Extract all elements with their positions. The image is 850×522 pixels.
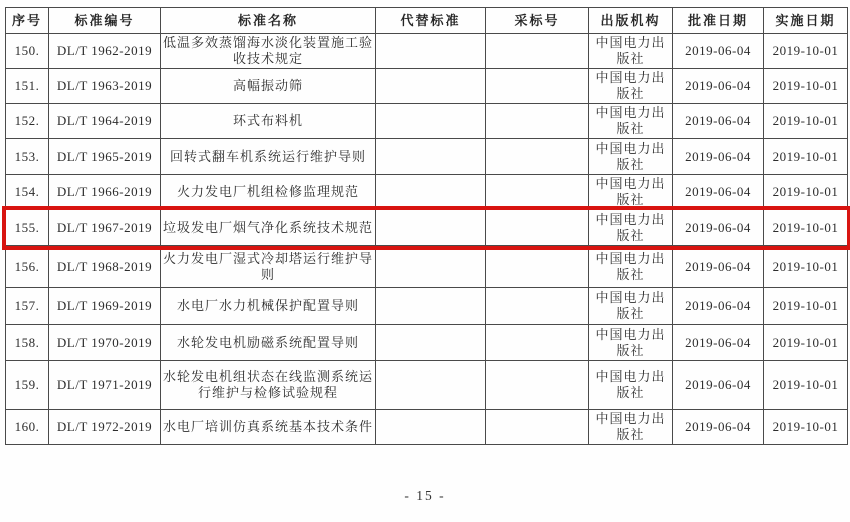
column-header-name: 标准名称 [161,8,376,34]
cell-seq: 156. [6,246,49,288]
cell-implemented: 2019-10-01 [764,34,848,69]
cell-seq: 158. [6,325,49,361]
cell-approved: 2019-06-04 [673,104,764,139]
cell-publisher: 中国电力出版社 [589,410,673,445]
cell-name: 环式布料机 [161,104,376,139]
cell-name: 水轮发电机组状态在线监测系统运行维护与检修试验规程 [161,361,376,410]
table-row [6,139,848,175]
cell-code: DL/T 1963-2019 [49,69,161,104]
cell-name: 水电厂培训仿真系统基本技术条件 [161,410,376,445]
cell-adopted [486,104,589,139]
table-row [6,246,848,288]
cell-seq: 155. [6,210,49,246]
cell-approved: 2019-06-04 [673,139,764,175]
cell-adopted [486,34,589,69]
cell-implemented: 2019-10-01 [764,69,848,104]
cell-approved: 2019-06-04 [673,210,764,246]
cell-approved: 2019-06-04 [673,361,764,410]
cell-publisher: 中国电力出版社 [589,246,673,288]
table-row [6,34,848,69]
column-header-code: 标准编号 [49,8,161,34]
cell-seq: 150. [6,34,49,69]
cell-implemented: 2019-10-01 [764,288,848,325]
cell-name: 低温多效蒸馏海水淡化装置施工验收技术规定 [161,34,376,69]
cell-replaced [376,210,486,246]
cell-adopted [486,410,589,445]
cell-publisher: 中国电力出版社 [589,34,673,69]
cell-name: 水电厂水力机械保护配置导则 [161,288,376,325]
table-row [6,410,848,445]
cell-replaced [376,139,486,175]
cell-adopted [486,210,589,246]
cell-publisher: 中国电力出版社 [589,104,673,139]
cell-code: DL/T 1972-2019 [49,410,161,445]
table-row [6,361,848,410]
cell-code: DL/T 1970-2019 [49,325,161,361]
table-row [6,288,848,325]
cell-code: DL/T 1962-2019 [49,34,161,69]
cell-implemented: 2019-10-01 [764,246,848,288]
cell-name: 回转式翻车机系统运行维护导则 [161,139,376,175]
cell-adopted [486,175,589,210]
cell-approved: 2019-06-04 [673,246,764,288]
column-header-implemented: 实施日期 [764,8,848,34]
table-header-row [6,8,848,34]
column-header-approved: 批准日期 [673,8,764,34]
cell-code: DL/T 1969-2019 [49,288,161,325]
cell-approved: 2019-06-04 [673,410,764,445]
column-header-adopted: 采标号 [486,8,589,34]
cell-replaced [376,175,486,210]
page-number: - 15 - [404,488,446,503]
cell-name: 火力发电厂机组检修监理规范 [161,175,376,210]
cell-replaced [376,246,486,288]
cell-adopted [486,139,589,175]
cell-approved: 2019-06-04 [673,69,764,104]
table-row [6,210,848,246]
cell-code: DL/T 1968-2019 [49,246,161,288]
cell-implemented: 2019-10-01 [764,175,848,210]
cell-approved: 2019-06-04 [673,34,764,69]
cell-adopted [486,288,589,325]
cell-implemented: 2019-10-01 [764,104,848,139]
cell-publisher: 中国电力出版社 [589,325,673,361]
cell-implemented: 2019-10-01 [764,210,848,246]
cell-code: DL/T 1965-2019 [49,139,161,175]
table-row [6,69,848,104]
cell-approved: 2019-06-04 [673,288,764,325]
cell-publisher: 中国电力出版社 [589,69,673,104]
table-row [6,175,848,210]
cell-replaced [376,34,486,69]
cell-code: DL/T 1971-2019 [49,361,161,410]
cell-name: 水轮发电机励磁系统配置导则 [161,325,376,361]
column-header-replaced: 代替标准 [376,8,486,34]
cell-seq: 151. [6,69,49,104]
cell-publisher: 中国电力出版社 [589,139,673,175]
cell-seq: 160. [6,410,49,445]
cell-code: DL/T 1967-2019 [49,210,161,246]
cell-seq: 157. [6,288,49,325]
standards-table [5,7,848,445]
cell-approved: 2019-06-04 [673,325,764,361]
cell-adopted [486,246,589,288]
cell-seq: 154. [6,175,49,210]
cell-replaced [376,410,486,445]
cell-code: DL/T 1966-2019 [49,175,161,210]
cell-name: 高幅振动筛 [161,69,376,104]
cell-code: DL/T 1964-2019 [49,104,161,139]
cell-replaced [376,104,486,139]
cell-seq: 153. [6,139,49,175]
cell-replaced [376,325,486,361]
cell-implemented: 2019-10-01 [764,361,848,410]
cell-replaced [376,288,486,325]
cell-adopted [486,361,589,410]
cell-adopted [486,69,589,104]
cell-publisher: 中国电力出版社 [589,288,673,325]
column-header-publisher: 出版机构 [589,8,673,34]
cell-implemented: 2019-10-01 [764,139,848,175]
cell-seq: 159. [6,361,49,410]
cell-seq: 152. [6,104,49,139]
table-row [6,104,848,139]
cell-replaced [376,361,486,410]
cell-replaced [376,69,486,104]
cell-approved: 2019-06-04 [673,175,764,210]
cell-publisher: 中国电力出版社 [589,210,673,246]
cell-publisher: 中国电力出版社 [589,175,673,210]
cell-adopted [486,325,589,361]
column-header-seq: 序号 [6,8,49,34]
cell-publisher: 中国电力出版社 [589,361,673,410]
cell-implemented: 2019-10-01 [764,410,848,445]
cell-implemented: 2019-10-01 [764,325,848,361]
table-row [6,325,848,361]
cell-name: 火力发电厂湿式冷却塔运行维护导则 [161,246,376,288]
cell-name: 垃圾发电厂烟气净化系统技术规范 [161,210,376,246]
